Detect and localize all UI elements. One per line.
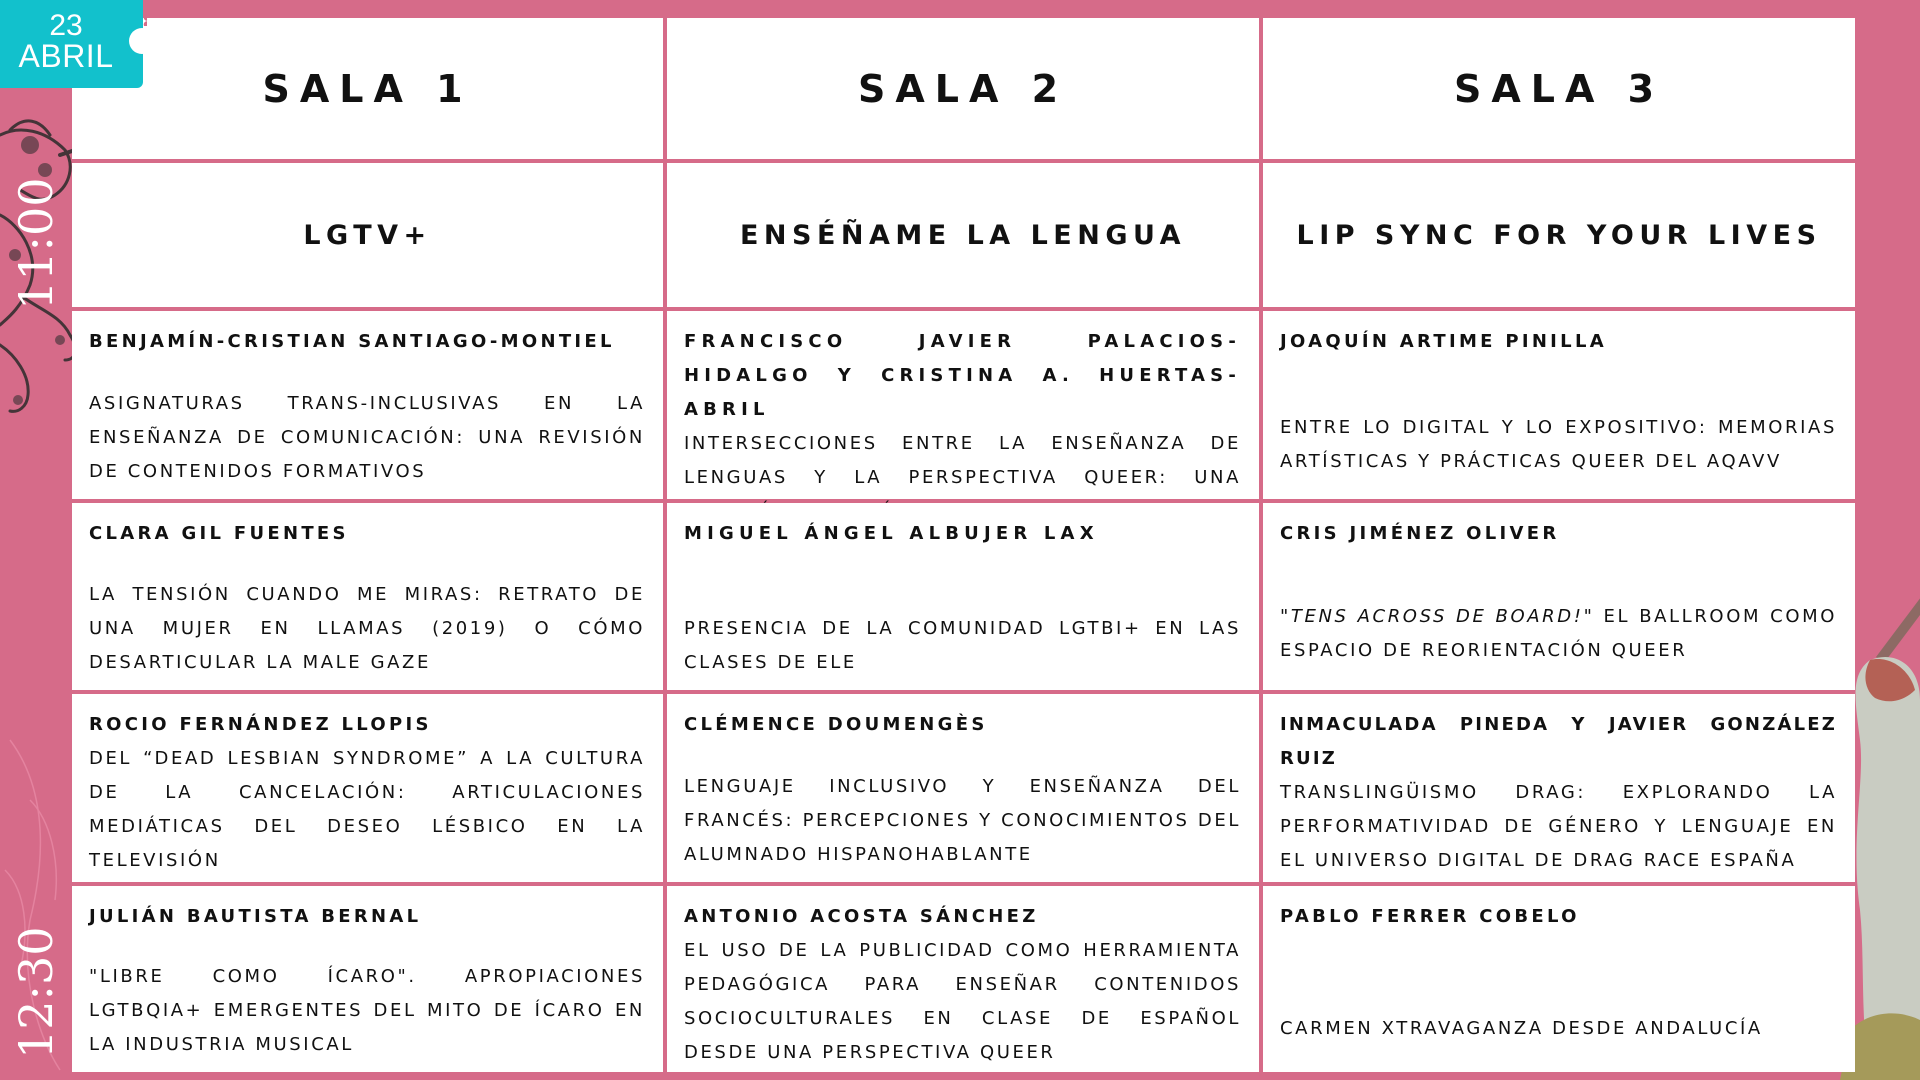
session-title: ENTRE LO DIGITAL Y LO EXPOSITIVO: MEMORIAS ARTÍSTICAS Y PRÁCTICAS QUEER DEL AQAVV [1280, 417, 1837, 472]
room-theme: LGTV+ [72, 163, 663, 307]
session-author: ROCIO FERNÁNDEZ LLOPIS [89, 714, 432, 735]
room-header: SALA 1 [72, 18, 663, 159]
time-label-12-30: 12:30 [9, 926, 63, 1059]
session-cell [72, 503, 663, 690]
session-cell [667, 694, 1259, 882]
date-day: 23 [49, 9, 83, 42]
session-author: MIGUEL ÁNGEL ALBUJER LAX [684, 523, 1099, 544]
session-author: CLÉMENCE DOUMENGÈS [684, 714, 988, 735]
session-cell [72, 694, 663, 882]
session-cell [1263, 886, 1855, 1072]
title-italic: TENS ACROSS DE BOARD! [1290, 606, 1584, 627]
session-cell [1263, 311, 1855, 499]
session-cell [667, 886, 1259, 1072]
session-author: CRIS JIMÉNEZ OLIVER [1280, 523, 1560, 544]
schedule-table [72, 18, 1850, 1063]
session-title: "LIBRE COMO ÍCARO". APROPIACIONES LGTBQIA+ EMERGENTES DEL MITO DE ÍCARO EN LA INDUSTRIA MUSICAL [89, 966, 645, 1055]
session-title: TRANSLINGÜISMO DRAG: EXPLORANDO LA PERFORMATIVIDAD DE GÉNERO Y LENGUAJE EN EL UNIVERSO DIGITAL DE DRAG RACE ESPAÑA [1280, 782, 1837, 871]
session-title: CARMEN XTRAVAGANZA DESDE ANDALUCÍA [1280, 1018, 1763, 1039]
session-cell [1263, 503, 1855, 690]
session-author: INMACULADA PINEDA Y JAVIER GONZÁLEZ RUIZ [1280, 714, 1837, 769]
room-header: SALA 3 [1263, 18, 1855, 159]
title-quote: " [1280, 606, 1291, 627]
session-cell [667, 503, 1259, 690]
session-cell [667, 311, 1259, 499]
session-cell [72, 311, 663, 499]
session-title: PRESENCIA DE LA COMUNIDAD LGTBI+ EN LAS CLASES DE ELE [684, 618, 1241, 673]
session-author: BENJAMÍN-CRISTIAN SANTIAGO-MONTIEL [89, 331, 615, 352]
session-cell [1263, 694, 1855, 882]
session-title: EL USO DE LA PUBLICIDAD COMO HERRAMIENTA PEDAGÓGICA PARA ENSEÑAR CONTENIDOS SOCIOCULTURALES EN CLASE DE ESPAÑOL DESDE UNA PERSPECTIVA QUEER [684, 940, 1241, 1063]
session-author: FRANCISCO JAVIER PALACIOS-HIDALGO Y CRISTINA A. HUERTAS-ABRIL [684, 331, 1241, 420]
session-author: PABLO FERRER COBELO [1280, 906, 1580, 927]
title-rest: " EL BALLROOM COMO ESPACIO DE REORIENTACIÓN QUEER [1280, 606, 1837, 661]
room-header: SALA 2 [667, 18, 1259, 159]
date-ticket [0, 0, 143, 88]
room-theme: ENSÉÑAME LA LENGUA [667, 163, 1259, 307]
session-title: LENGUAJE INCLUSIVO Y ENSEÑANZA DEL FRANCÉS: PERCEPCIONES Y CONOCIMIENTOS DEL ALUMNADO HISPANOHABLANTE [684, 776, 1241, 865]
session-author: JULIÁN BAUTISTA BERNAL [89, 906, 422, 927]
session-title: LA TENSIÓN CUANDO ME MIRAS: RETRATO DE UNA MUJER EN LLAMAS (2019) O CÓMO DESARTICULAR LA MALE GAZE [89, 584, 645, 673]
ticket-edge [139, 56, 147, 88]
session-title: INTERSECCIONES ENTRE LA ENSEÑANZA DE LENGUAS Y LA PERSPECTIVA QUEER: UNA [684, 433, 1241, 488]
session-author: JOAQUÍN ARTIME PINILLA [1280, 331, 1607, 352]
ticket-notch [129, 28, 155, 54]
session-title: DEL “DEAD LESBIAN SYNDROME” A LA CULTURA DE LA CANCELACIÓN: ARTICULACIONES MEDIÁTICAS DEL DESEO LÉSBICO EN LA TELEVISIÓN [89, 748, 645, 871]
session-author: CLARA GIL FUENTES [89, 523, 349, 544]
time-label-11-00: 11:00 [9, 177, 63, 310]
session-title: ASIGNATURAS TRANS-INCLUSIVAS EN LA ENSEÑANZA DE COMUNICACIÓN: UNA REVISIÓN DE CONTENIDOS FORMATIVOS [89, 393, 645, 482]
ticket-edge [139, 0, 147, 26]
session-author: ANTONIO ACOSTA SÁNCHEZ [684, 906, 1039, 927]
date-month: ABRIL [18, 38, 114, 74]
room-theme: LIP SYNC FOR YOUR LIVES [1263, 163, 1855, 307]
session-title [1280, 600, 1837, 668]
session-cell [72, 886, 663, 1072]
